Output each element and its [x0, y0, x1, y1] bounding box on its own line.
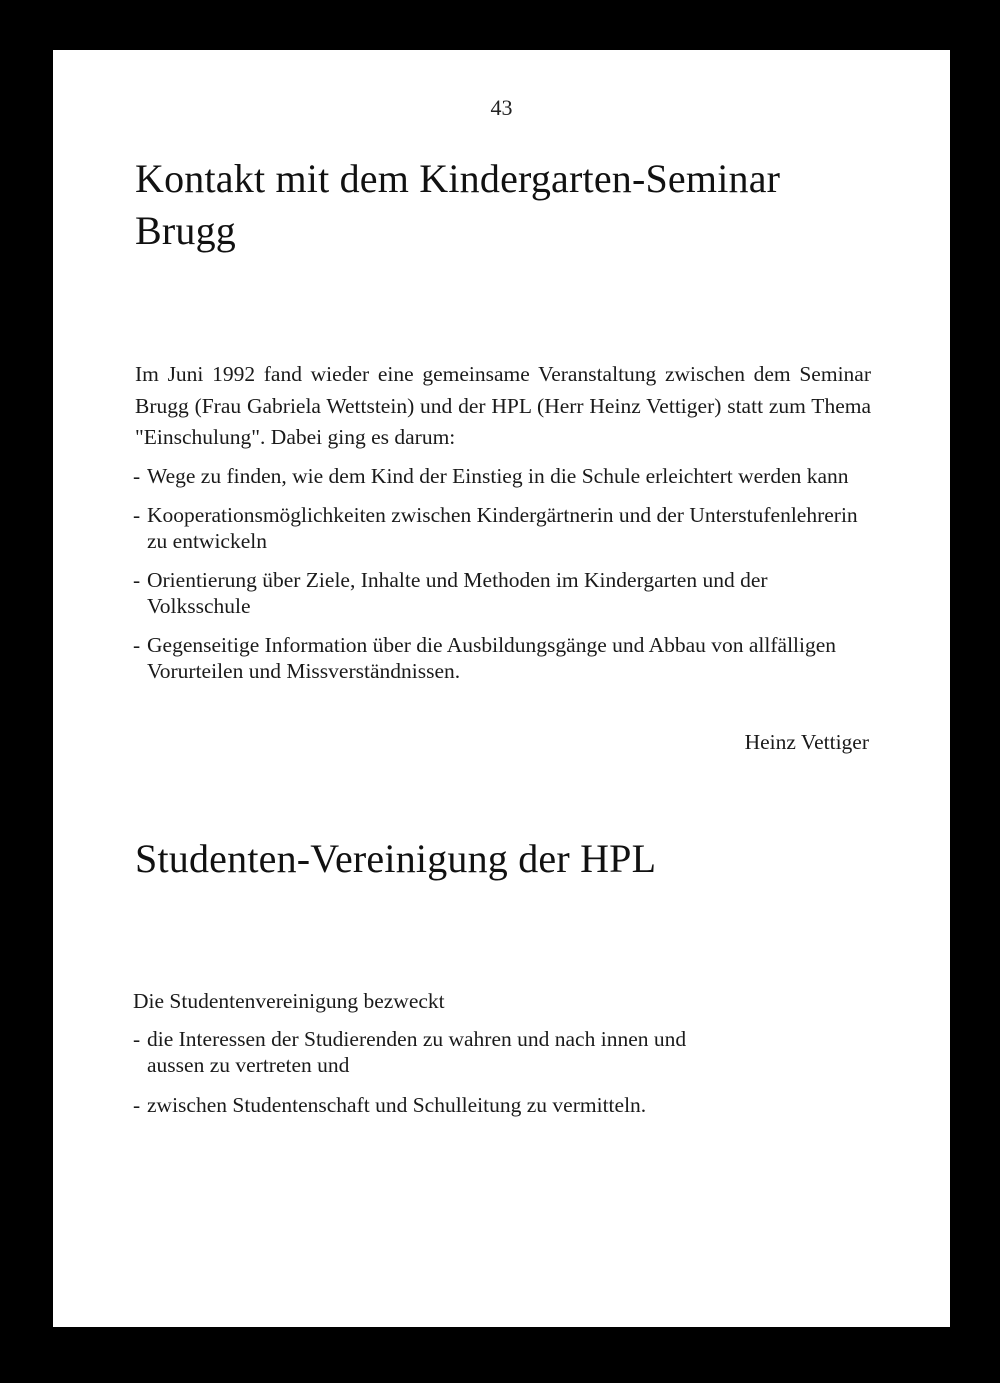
- page-number: 43: [490, 95, 513, 120]
- section-heading-kindergarten-seminar: Kontakt mit dem Kindergarten-Seminar Brugg: [135, 156, 781, 253]
- purpose-list: [133, 463, 873, 697]
- list-item-text: Kooperationsmöglichkeiten zwischen Kindergärtnerin und der Unterstufenlehrerin zu entwickeln: [147, 503, 858, 553]
- list-item-text: die Interessen der Studierenden zu wahren und nach innen und aussen zu vertreten und: [147, 1027, 687, 1077]
- section-paragraph: Im Juni 1992 fand wieder eine gemeinsame Veranstaltung zwischen dem Seminar Brugg (Frau Gabriela Wettstein) und der HPL (Herr Heinz Vettiger) statt zum Thema "Einschulung". Dabei ging es darum:: [135, 362, 871, 449]
- list-item-text: zwischen Studentenschaft und Schulleitung zu vermitteln.: [147, 1093, 647, 1117]
- list-item-text: Wege zu finden, wie dem Kind der Einstieg in die Schule erleichtert werden kann: [147, 464, 849, 488]
- list-marker: -: [133, 464, 141, 488]
- list-item: [133, 632, 873, 684]
- list-marker: -: [133, 633, 141, 657]
- document-page: [53, 50, 950, 1327]
- list-item-text: Orientierung über Ziele, Inhalte und Methoden im Kindergarten und der Volksschule: [147, 568, 768, 618]
- list-marker: -: [133, 568, 141, 592]
- list-marker: -: [133, 1027, 141, 1051]
- list-marker: -: [133, 1093, 141, 1117]
- list-item: [133, 463, 873, 489]
- section-heading-studenten-vereinigung: Studenten-Vereinigung der HPL: [135, 836, 657, 881]
- list-item: [133, 567, 873, 619]
- section-intro: Die Studentenvereinigung bezweckt: [133, 989, 445, 1013]
- list-item-text: Gegenseitige Information über die Ausbildungsgänge und Abbau von allfälligen Vorurteilen und Missverständnissen.: [147, 633, 837, 683]
- author-signature: Heinz Vettiger: [744, 730, 869, 754]
- list-item: [133, 502, 873, 554]
- goals-list: [133, 1026, 693, 1132]
- list-item: [133, 1026, 693, 1078]
- list-marker: -: [133, 503, 141, 527]
- list-item: [133, 1092, 693, 1118]
